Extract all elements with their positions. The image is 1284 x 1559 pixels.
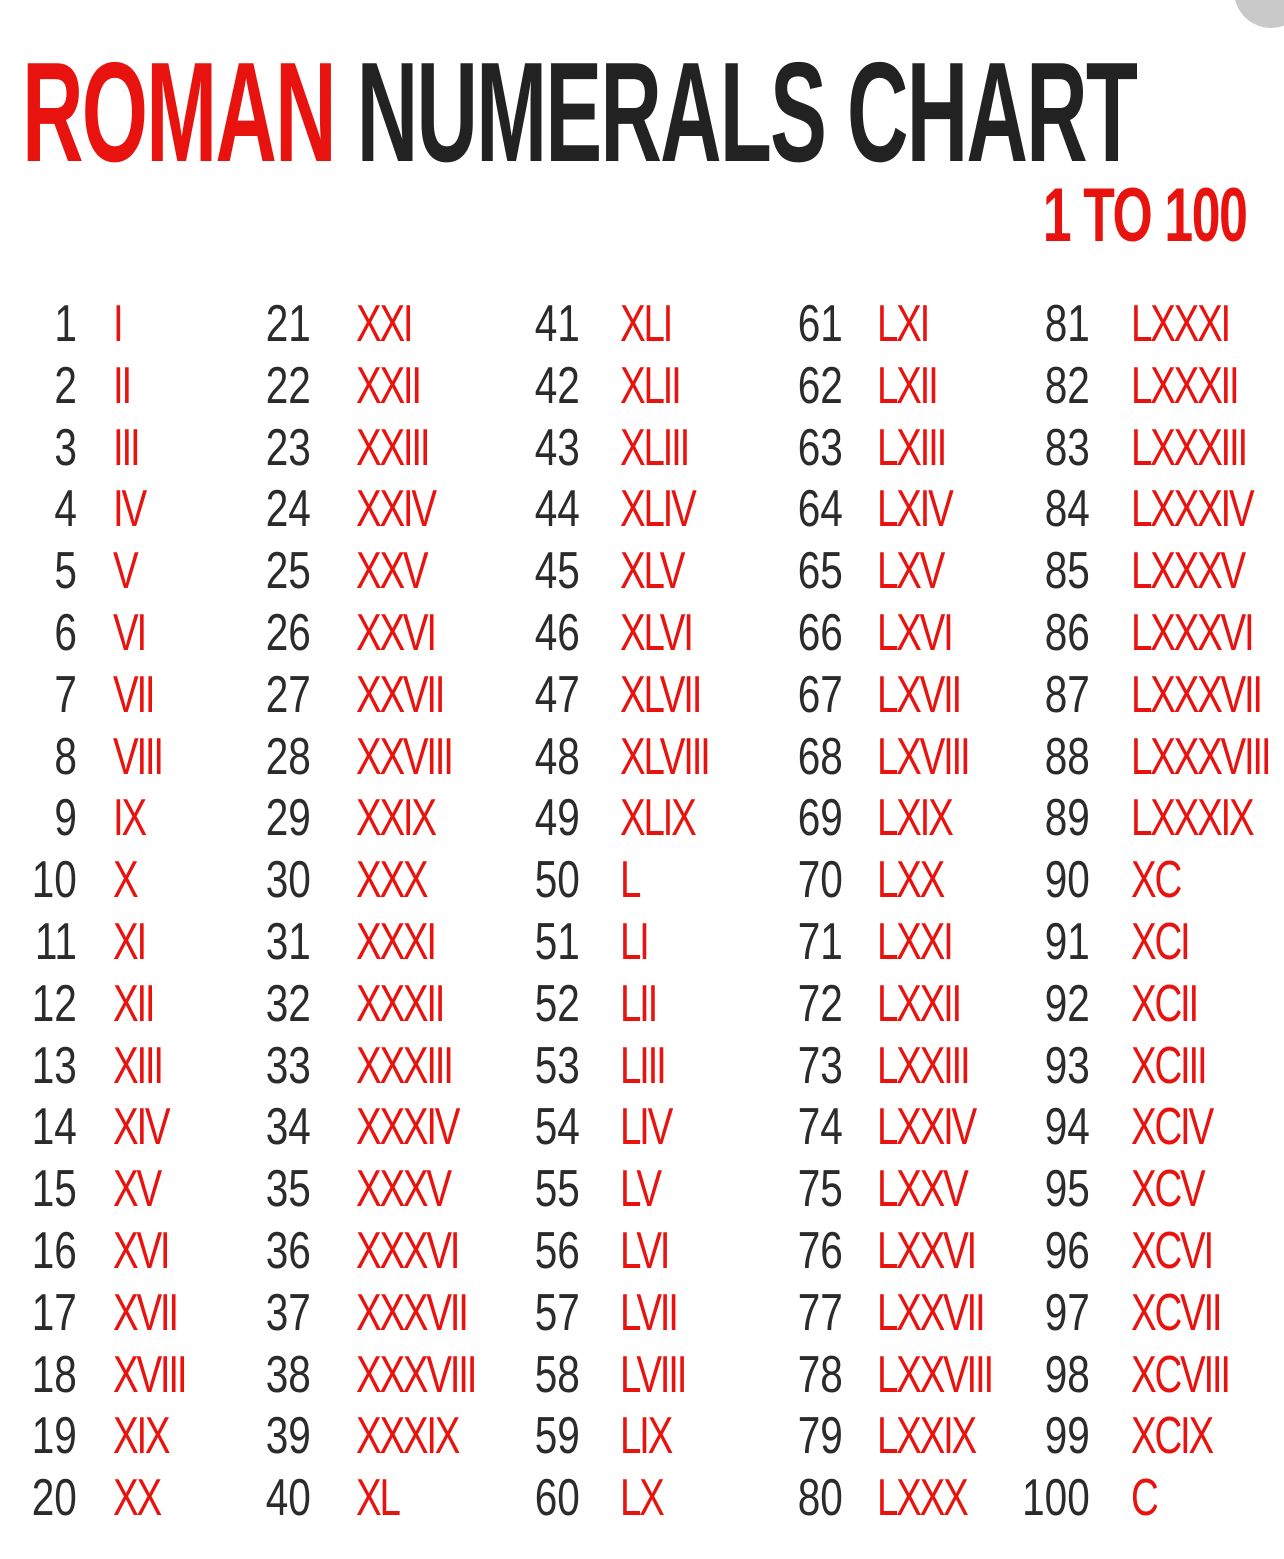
roman-numeral: LIX <box>620 1407 672 1466</box>
arabic-number: 20 <box>31 1469 77 1528</box>
arabic-number: 75 <box>797 1160 843 1219</box>
roman-numeral: XLII <box>620 356 680 415</box>
roman-numeral: LXXXV <box>1131 542 1244 601</box>
arabic-number: 76 <box>797 1221 843 1280</box>
numeral-row <box>0 1035 1284 1097</box>
arabic-number: 54 <box>534 1098 580 1157</box>
arabic-number: 23 <box>265 418 311 477</box>
roman-numeral: VII <box>113 665 154 724</box>
roman-numeral: XVI <box>113 1221 169 1280</box>
arabic-number: 10 <box>31 851 77 910</box>
roman-numeral: XXV <box>356 542 427 601</box>
numeral-row <box>0 1467 1284 1529</box>
arabic-number: 56 <box>534 1221 580 1280</box>
roman-numeral: IX <box>113 789 145 848</box>
arabic-number: 24 <box>265 480 311 539</box>
roman-numeral: XLI <box>620 295 672 353</box>
roman-numeral: LV <box>620 1160 660 1219</box>
arabic-number: 34 <box>265 1098 311 1157</box>
arabic-number: 67 <box>797 665 843 724</box>
roman-numeral: XLIV <box>620 480 695 539</box>
title-red-part: ROMAN <box>22 33 335 192</box>
roman-numeral: I <box>113 295 122 353</box>
roman-numeral: XLVII <box>620 665 701 724</box>
arabic-number: 49 <box>534 789 580 848</box>
roman-numeral: C <box>1131 1469 1157 1528</box>
roman-numeral: LI <box>620 912 648 971</box>
roman-numeral: LXXXII <box>1131 356 1238 415</box>
roman-numeral: XXII <box>356 356 420 415</box>
roman-numeral: XXI <box>356 295 412 353</box>
roman-numeral: LIII <box>620 1036 665 1095</box>
roman-numeral: XCV <box>1131 1160 1204 1219</box>
arabic-number: 12 <box>31 974 77 1033</box>
arabic-number: 79 <box>797 1407 843 1466</box>
roman-numeral: XXVIII <box>356 727 452 786</box>
roman-numeral: LXV <box>877 542 944 601</box>
roman-numeral: LX <box>620 1469 663 1528</box>
arabic-number: 19 <box>31 1407 77 1466</box>
arabic-number: 31 <box>265 912 311 971</box>
roman-numeral: XLVI <box>620 603 692 662</box>
numeral-row <box>0 1158 1284 1220</box>
roman-numeral: LXI <box>877 295 929 353</box>
arabic-number: 59 <box>534 1407 580 1466</box>
arabic-number: 39 <box>265 1407 311 1466</box>
arabic-number: 27 <box>265 665 311 724</box>
roman-numeral: LXXXIX <box>1131 789 1253 848</box>
roman-numeral: VIII <box>113 727 162 786</box>
roman-numeral: LXXV <box>877 1160 967 1219</box>
roman-numeral: XII <box>113 974 154 1033</box>
arabic-number: 53 <box>534 1036 580 1095</box>
arabic-number: 16 <box>31 1221 77 1280</box>
arabic-number: 74 <box>797 1098 843 1157</box>
numeral-row <box>0 602 1284 664</box>
roman-numeral: LXXI <box>877 912 952 971</box>
numeral-row <box>0 1282 1284 1344</box>
roman-numeral: LXVII <box>877 665 961 724</box>
arabic-number: 89 <box>1044 789 1090 848</box>
numeral-row <box>0 664 1284 726</box>
arabic-number: 42 <box>534 356 580 415</box>
arabic-number: 85 <box>1044 542 1090 601</box>
roman-numeral: LVIII <box>620 1345 686 1404</box>
arabic-number: 96 <box>1044 1221 1090 1280</box>
roman-numeral: LXXXIV <box>1131 480 1253 539</box>
numeral-row <box>0 1344 1284 1406</box>
roman-numeral: XI <box>113 912 145 971</box>
roman-numeral: XIV <box>113 1098 169 1157</box>
arabic-number: 81 <box>1044 295 1090 353</box>
roman-numeral: XCVI <box>1131 1221 1212 1280</box>
roman-numeral: XXXVII <box>356 1283 467 1342</box>
arabic-number: 6 <box>54 603 77 662</box>
arabic-number: 64 <box>797 480 843 539</box>
roman-numeral: XXXV <box>356 1160 450 1219</box>
arabic-number: 73 <box>797 1036 843 1095</box>
arabic-number: 55 <box>534 1160 580 1219</box>
roman-numeral: LXXXVII <box>1131 665 1261 724</box>
roman-numeral: XXIV <box>356 480 435 539</box>
roman-numeral: XXXIII <box>356 1036 452 1095</box>
arabic-number: 33 <box>265 1036 311 1095</box>
arabic-number: 7 <box>54 665 77 724</box>
roman-numeral: LII <box>620 974 657 1033</box>
arabic-number: 91 <box>1044 912 1090 971</box>
arabic-number: 26 <box>265 603 311 662</box>
arabic-number: 44 <box>534 480 580 539</box>
roman-numeral: XXXVI <box>356 1221 459 1280</box>
arabic-number: 100 <box>1022 1469 1090 1528</box>
numeral-row <box>0 787 1284 849</box>
arabic-number: 40 <box>265 1469 311 1528</box>
roman-numeral: LXII <box>877 356 937 415</box>
roman-numeral: XXXIV <box>356 1098 459 1157</box>
arabic-number: 37 <box>265 1283 311 1342</box>
arabic-number: 78 <box>797 1345 843 1404</box>
roman-numeral: XL <box>356 1469 399 1528</box>
numeral-row <box>0 417 1284 479</box>
arabic-number: 84 <box>1044 480 1090 539</box>
arabic-number: 90 <box>1044 851 1090 910</box>
arabic-number: 18 <box>31 1345 77 1404</box>
roman-numeral: LXXX <box>877 1469 967 1528</box>
arabic-number: 66 <box>797 603 843 662</box>
roman-numeral: L <box>620 851 640 910</box>
numeral-row <box>0 478 1284 540</box>
arabic-number: 62 <box>797 356 843 415</box>
arabic-number: 60 <box>534 1469 580 1528</box>
roman-numeral: LXVIII <box>877 727 969 786</box>
arabic-number: 71 <box>797 912 843 971</box>
arabic-number: 51 <box>534 912 580 971</box>
roman-numeral: XLVIII <box>620 727 709 786</box>
roman-numeral: XC <box>1131 851 1181 910</box>
roman-numeral: XX <box>113 1469 160 1528</box>
arabic-number: 15 <box>31 1160 77 1219</box>
arabic-number: 21 <box>265 295 311 353</box>
roman-numeral: LXXIV <box>877 1098 975 1157</box>
roman-numeral: XXXII <box>356 974 444 1033</box>
arabic-number: 46 <box>534 603 580 662</box>
arabic-number: 99 <box>1044 1407 1090 1466</box>
arabic-number: 65 <box>797 542 843 601</box>
arabic-number: 4 <box>54 480 77 539</box>
arabic-number: 97 <box>1044 1283 1090 1342</box>
arabic-number: 5 <box>54 542 77 601</box>
roman-numeral: IV <box>113 480 145 539</box>
arabic-number: 13 <box>31 1036 77 1095</box>
arabic-number: 80 <box>797 1469 843 1528</box>
arabic-number: 77 <box>797 1283 843 1342</box>
arabic-number: 35 <box>265 1160 311 1219</box>
roman-numeral: XXX <box>356 851 427 910</box>
numeral-row <box>0 1096 1284 1158</box>
arabic-number: 58 <box>534 1345 580 1404</box>
arabic-number: 2 <box>54 356 77 415</box>
roman-numeral: V <box>113 542 137 601</box>
arabic-number: 98 <box>1044 1345 1090 1404</box>
roman-numeral: II <box>113 356 130 415</box>
roman-numeral: XLIX <box>620 789 695 848</box>
roman-numeral: LXIII <box>877 418 946 477</box>
arabic-number: 1 <box>54 295 77 353</box>
roman-numeral: XCII <box>1131 974 1197 1033</box>
numeral-row <box>0 726 1284 788</box>
arabic-number: 70 <box>797 851 843 910</box>
roman-numeral: VI <box>113 603 145 662</box>
arabic-number: 30 <box>265 851 311 910</box>
roman-numeral: XXVI <box>356 603 435 662</box>
arabic-number: 52 <box>534 974 580 1033</box>
arabic-number: 36 <box>265 1221 311 1280</box>
roman-numeral: LXXXI <box>1131 295 1229 353</box>
roman-numeral: LIV <box>620 1098 672 1157</box>
arabic-number: 95 <box>1044 1160 1090 1219</box>
numeral-row <box>0 1220 1284 1282</box>
roman-numeral: XV <box>113 1160 160 1219</box>
roman-numeral: XCVIII <box>1131 1345 1229 1404</box>
arabic-number: 38 <box>265 1345 311 1404</box>
arabic-number: 25 <box>265 542 311 601</box>
numeral-column-5 <box>0 293 1284 1529</box>
arabic-number: 45 <box>534 542 580 601</box>
roman-numeral: XVII <box>113 1283 177 1342</box>
numeral-row <box>0 355 1284 417</box>
roman-numeral: LXXII <box>877 974 961 1033</box>
roman-numeral: LXXIII <box>877 1036 969 1095</box>
roman-numeral: LVI <box>620 1221 669 1280</box>
arabic-number: 68 <box>797 727 843 786</box>
roman-numeral: XXXIX <box>356 1407 459 1466</box>
arabic-number: 61 <box>797 295 843 353</box>
roman-numeral: XXVII <box>356 665 444 724</box>
title-dark-part: NUMERALS CHART <box>356 33 1137 192</box>
arabic-number: 9 <box>54 789 77 848</box>
roman-numeral: XCIII <box>1131 1036 1206 1095</box>
roman-numeral: LXXXVI <box>1131 603 1253 662</box>
roman-numeral: LXXVI <box>877 1221 975 1280</box>
numeral-row <box>0 973 1284 1035</box>
numeral-row <box>0 540 1284 602</box>
roman-numeral: XXIX <box>356 789 435 848</box>
roman-numeral: XVIII <box>113 1345 186 1404</box>
arabic-number: 63 <box>797 418 843 477</box>
arabic-number: 86 <box>1044 603 1090 662</box>
arabic-number: 50 <box>534 851 580 910</box>
roman-numeral: LXVI <box>877 603 952 662</box>
page-subtitle: 1 TO 100 <box>1042 173 1246 258</box>
arabic-number: 29 <box>265 789 311 848</box>
roman-numeral: XXIII <box>356 418 429 477</box>
roman-numeral: LXIX <box>877 789 952 848</box>
roman-numeral: XIX <box>113 1407 169 1466</box>
roman-numeral: LXIV <box>877 480 952 539</box>
arabic-number: 88 <box>1044 727 1090 786</box>
arabic-number: 48 <box>534 727 580 786</box>
roman-numeral: XLIII <box>620 418 689 477</box>
arabic-number: 3 <box>54 418 77 477</box>
numeral-row <box>0 849 1284 911</box>
arabic-number: 41 <box>534 295 580 353</box>
arabic-number: 94 <box>1044 1098 1090 1157</box>
roman-numeral: LXXVII <box>877 1283 984 1342</box>
roman-numeral: LXXVIII <box>877 1345 992 1404</box>
arabic-number: 22 <box>265 356 311 415</box>
roman-numeral: XLV <box>620 542 684 601</box>
arabic-number: 14 <box>31 1098 77 1157</box>
numeral-row <box>0 293 1284 355</box>
roman-numeral: LXX <box>877 851 944 910</box>
roman-numeral: LVII <box>620 1283 677 1342</box>
roman-numeral: LXXXVIII <box>1131 727 1270 786</box>
roman-numeral: XCI <box>1131 912 1189 971</box>
arabic-number: 28 <box>265 727 311 786</box>
roman-numeral: X <box>113 851 137 910</box>
arabic-number: 11 <box>34 912 77 971</box>
roman-numeral: XCIV <box>1131 1098 1212 1157</box>
roman-numeral: XIII <box>113 1036 162 1095</box>
roman-numeral: XCIX <box>1131 1407 1212 1466</box>
arabic-number: 8 <box>54 727 77 786</box>
arabic-number: 87 <box>1044 665 1090 724</box>
roman-numeral: XXXVIII <box>356 1345 476 1404</box>
arabic-number: 83 <box>1044 418 1090 477</box>
arabic-number: 43 <box>534 418 580 477</box>
roman-numeral: LXXIX <box>877 1407 975 1466</box>
arabic-number: 17 <box>31 1283 77 1342</box>
roman-numeral: XXXI <box>356 912 435 971</box>
arabic-number: 92 <box>1044 974 1090 1033</box>
numeral-row <box>0 911 1284 973</box>
numeral-row <box>0 1405 1284 1467</box>
arabic-number: 72 <box>797 974 843 1033</box>
arabic-number: 82 <box>1044 356 1090 415</box>
arabic-number: 57 <box>534 1283 580 1342</box>
arabic-number: 32 <box>265 974 311 1033</box>
arabic-number: 93 <box>1044 1036 1090 1095</box>
roman-numeral: XCVII <box>1131 1283 1221 1342</box>
roman-numeral: III <box>113 418 139 477</box>
arabic-number: 47 <box>534 665 580 724</box>
roman-numeral: LXXXIII <box>1131 418 1246 477</box>
arabic-number: 69 <box>797 789 843 848</box>
